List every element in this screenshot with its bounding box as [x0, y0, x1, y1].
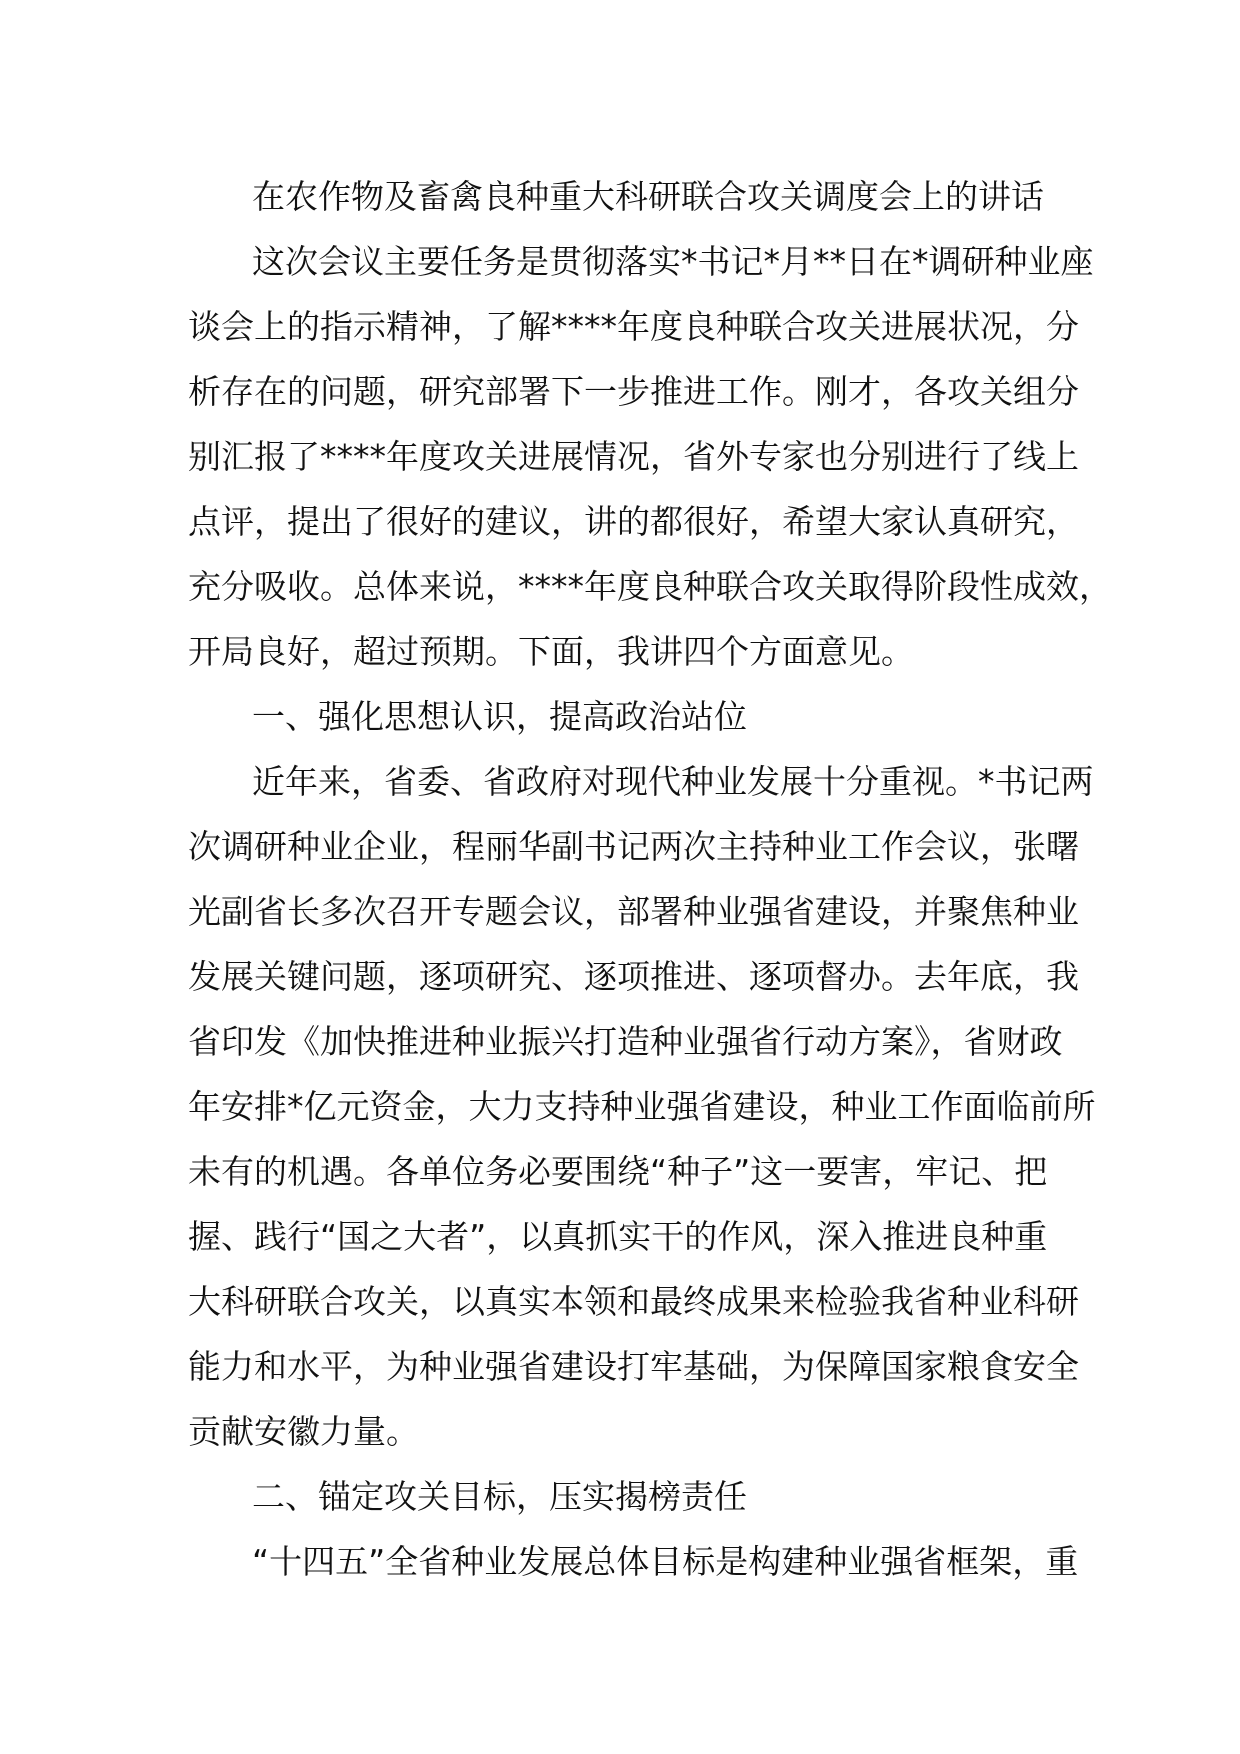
document-title: 在农作物及畜禽良种重大科研联合攻关调度会上的讲话 [252, 177, 1044, 216]
paragraph-line: 光副省长多次召开专题会议，部署种业强省建设，并聚焦种业 [188, 892, 1079, 931]
paragraph-line: 发展关键问题，逐项研究、逐项推进、逐项督办。去年底，我 [188, 957, 1079, 996]
paragraph-line: 析存在的问题，研究部署下一步推进工作。刚才，各攻关组分 [188, 372, 1079, 411]
paragraph-line: 大科研联合攻关，以真实本领和最终成果来检验我省种业科研 [188, 1282, 1079, 1321]
paragraph-line: 点评，提出了很好的建议，讲的都很好，希望大家认真研究， [188, 502, 1079, 541]
paragraph-line: 谈会上的指示精神，了解****年度良种联合攻关进展状况，分 [188, 307, 1079, 346]
paragraph-line: 近年来，省委、省政府对现代种业发展十分重视。*书记两 [252, 762, 1094, 801]
paragraph-line: 能力和水平，为种业强省建设打牢基础，为保障国家粮食安全 [188, 1347, 1079, 1386]
document-page [188, 164, 1112, 1594]
paragraph-line: 这次会议主要任务是贯彻落实*书记*月**日在*调研种业座 [252, 242, 1094, 281]
paragraph-line: 次调研种业企业，程丽华副书记两次主持种业工作会议，张曙 [188, 827, 1079, 866]
section-heading-1: 一、强化思想认识，提高政治站位 [252, 697, 747, 736]
paragraph-line: 充分吸收。总体来说，****年度良种联合攻关取得阶段性成效， [188, 567, 1112, 606]
paragraph-line: 省印发《加快推进种业振兴打造种业强省行动方案》，省财政 [188, 1022, 1063, 1061]
paragraph-line: 开局良好，超过预期。下面，我讲四个方面意见。 [188, 632, 914, 671]
paragraph-line: 别汇报了****年度攻关进展情况，省外专家也分别进行了线上 [188, 437, 1079, 476]
paragraph-line: 握、践行“国之大者”，以真抓实干的作风，深入推进良种重 [188, 1217, 1048, 1256]
section-heading-2: 二、锚定攻关目标，压实揭榜责任 [252, 1477, 747, 1516]
paragraph-line: “十四五”全省种业发展总体目标是构建种业强省框架，重 [252, 1542, 1079, 1581]
paragraph-line: 贡献安徽力量。 [188, 1412, 419, 1451]
paragraph-line: 未有的机遇。各单位务必要围绕“种子”这一要害，牢记、把 [188, 1152, 1048, 1191]
paragraph-line: 年安排*亿元资金，大力支持种业强省建设，种业工作面临前所 [188, 1087, 1096, 1126]
